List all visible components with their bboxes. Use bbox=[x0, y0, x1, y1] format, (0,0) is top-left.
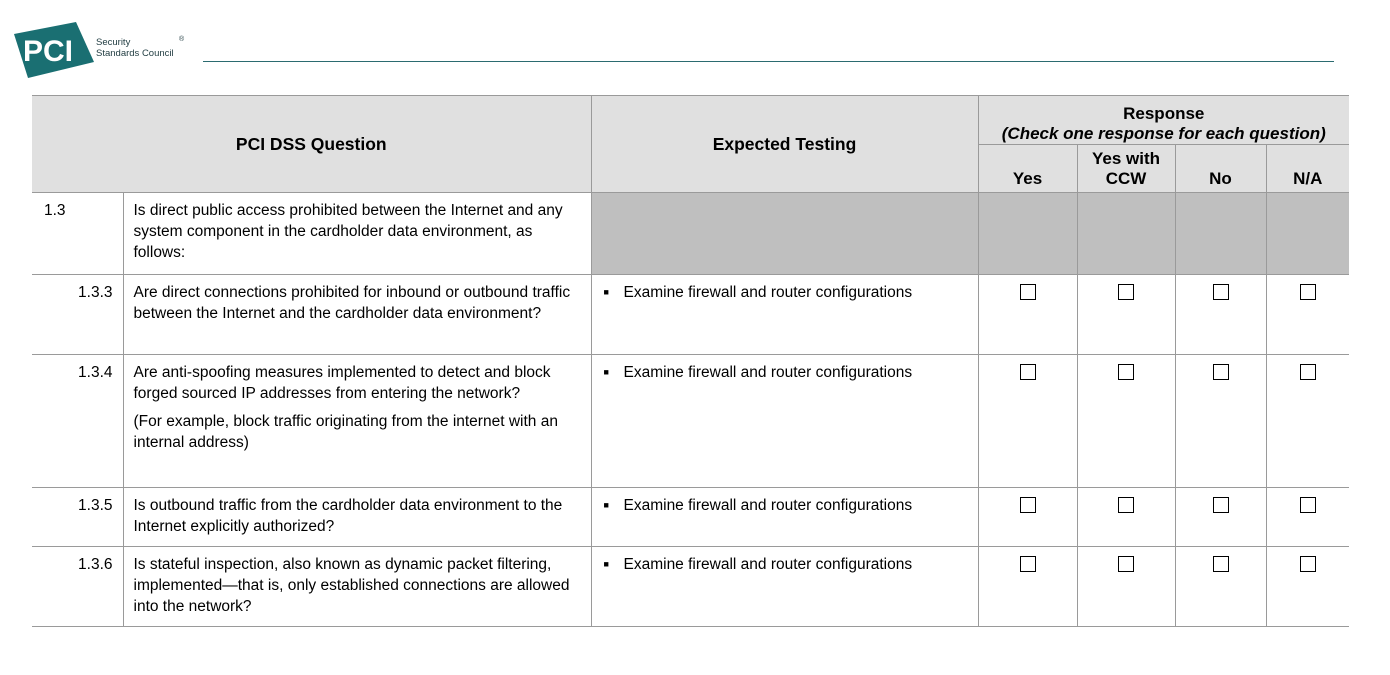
question-text: Are anti-spoofing measures implemented to detect and block forged sourced IP addresses from entering the network? bbox=[133, 364, 551, 402]
pci-logo bbox=[14, 22, 194, 78]
checkbox-yes-with-ccw[interactable] bbox=[1118, 556, 1134, 572]
testing-text: Examine firewall and router configurations bbox=[623, 556, 913, 573]
header-yes-with-ccw-line2: CCW bbox=[1105, 169, 1147, 188]
bullet-icon: ■ bbox=[603, 287, 609, 297]
testing-text: Examine firewall and router configurations bbox=[623, 284, 913, 301]
header-expected-testing: Expected Testing bbox=[591, 96, 978, 193]
header-yes-with-ccw bbox=[1077, 145, 1175, 193]
checkbox-yes-with-ccw[interactable] bbox=[1118, 284, 1134, 300]
header-no: No bbox=[1175, 145, 1266, 193]
response-yes-ccw-cell bbox=[1077, 488, 1175, 547]
requirement-question bbox=[123, 275, 591, 355]
header-yes: Yes bbox=[978, 145, 1077, 193]
checkbox-yes[interactable] bbox=[1020, 284, 1036, 300]
header-rule bbox=[203, 61, 1334, 62]
checkbox-na[interactable] bbox=[1300, 556, 1316, 572]
table-row bbox=[32, 488, 1349, 547]
registered-mark: ® bbox=[179, 36, 185, 43]
response-no-cell bbox=[1175, 488, 1266, 547]
checkbox-na[interactable] bbox=[1300, 364, 1316, 380]
logo-text bbox=[96, 38, 174, 59]
section-question bbox=[123, 193, 591, 275]
requirement-number: 1.3.6 bbox=[32, 547, 123, 627]
section-number: 1.3 bbox=[32, 193, 123, 275]
checkbox-yes[interactable] bbox=[1020, 556, 1036, 572]
checkbox-yes[interactable] bbox=[1020, 497, 1036, 513]
response-na-cell bbox=[1266, 275, 1349, 355]
bullet-icon: ■ bbox=[603, 500, 609, 510]
expected-testing bbox=[591, 488, 978, 547]
expected-testing bbox=[591, 275, 978, 355]
table-row bbox=[32, 355, 1349, 488]
table-row-section bbox=[32, 193, 1349, 275]
requirement-question bbox=[123, 547, 591, 627]
checkbox-yes-with-ccw[interactable] bbox=[1118, 497, 1134, 513]
response-no-cell bbox=[1175, 275, 1266, 355]
table-row bbox=[32, 547, 1349, 627]
header-response bbox=[978, 96, 1349, 145]
section-gray-cell bbox=[978, 193, 1077, 275]
section-gray-cell bbox=[1077, 193, 1175, 275]
checkbox-na[interactable] bbox=[1300, 497, 1316, 513]
section-gray-cell bbox=[1175, 193, 1266, 275]
response-yes-cell bbox=[978, 488, 1077, 547]
response-yes-cell bbox=[978, 275, 1077, 355]
section-gray-cell bbox=[1266, 193, 1349, 275]
expected-testing bbox=[591, 355, 978, 488]
header-response-title: Response bbox=[1123, 104, 1205, 123]
response-no-cell bbox=[1175, 547, 1266, 627]
question-note: (For example, block traffic originating from the internet with an internal address) bbox=[133, 413, 558, 451]
section-gray-cell bbox=[591, 193, 978, 275]
bullet-icon: ■ bbox=[603, 559, 609, 569]
testing-text: Examine firewall and router configurations bbox=[623, 364, 913, 381]
header-na: N/A bbox=[1266, 145, 1349, 193]
checkbox-no[interactable] bbox=[1213, 497, 1229, 513]
checkbox-yes[interactable] bbox=[1020, 364, 1036, 380]
testing-text: Examine firewall and router configurations bbox=[623, 497, 913, 514]
response-na-cell bbox=[1266, 547, 1349, 627]
response-yes-cell bbox=[978, 355, 1077, 488]
expected-testing bbox=[591, 547, 978, 627]
logo-line-1: Security bbox=[96, 37, 131, 48]
pci-logo-mark bbox=[14, 22, 94, 78]
pci-dss-question-table bbox=[32, 95, 1349, 627]
question-text: Is stateful inspection, also known as dynamic packet filtering, implemented—that is, only established connections are allowed into the network? bbox=[133, 556, 570, 615]
response-yes-ccw-cell bbox=[1077, 275, 1175, 355]
question-text: Are direct connections prohibited for inbound or outbound traffic between the Internet and the cardholder data environment? bbox=[133, 284, 571, 322]
requirement-number: 1.3.5 bbox=[32, 488, 123, 547]
svg-text:PCI: PCI bbox=[23, 35, 74, 68]
requirement-number: 1.3.4 bbox=[32, 355, 123, 488]
bullet-icon: ■ bbox=[603, 367, 609, 377]
header-pci-dss-question: PCI DSS Question bbox=[32, 96, 591, 193]
response-yes-cell bbox=[978, 547, 1077, 627]
logo-line-2: Standards Council bbox=[96, 47, 174, 59]
requirement-number: 1.3.3 bbox=[32, 275, 123, 355]
requirement-question bbox=[123, 488, 591, 547]
response-na-cell bbox=[1266, 355, 1349, 488]
response-na-cell bbox=[1266, 488, 1349, 547]
requirement-question bbox=[123, 355, 591, 488]
checkbox-yes-with-ccw[interactable] bbox=[1118, 364, 1134, 380]
response-yes-ccw-cell bbox=[1077, 355, 1175, 488]
checkbox-na[interactable] bbox=[1300, 284, 1316, 300]
header-response-subtitle: (Check one response for each question) bbox=[1001, 124, 1326, 143]
checkbox-no[interactable] bbox=[1213, 556, 1229, 572]
checkbox-no[interactable] bbox=[1213, 364, 1229, 380]
question-text: Is outbound traffic from the cardholder data environment to the Internet explicitly authorized? bbox=[133, 497, 563, 535]
response-yes-ccw-cell bbox=[1077, 547, 1175, 627]
checkbox-no[interactable] bbox=[1213, 284, 1229, 300]
response-no-cell bbox=[1175, 355, 1266, 488]
section-question-text: Is direct public access prohibited between the Internet and any system component in the cardholder data environment, as follows: bbox=[133, 202, 563, 261]
table-row bbox=[32, 275, 1349, 355]
header-yes-with-ccw-line1: Yes with bbox=[1091, 149, 1161, 168]
